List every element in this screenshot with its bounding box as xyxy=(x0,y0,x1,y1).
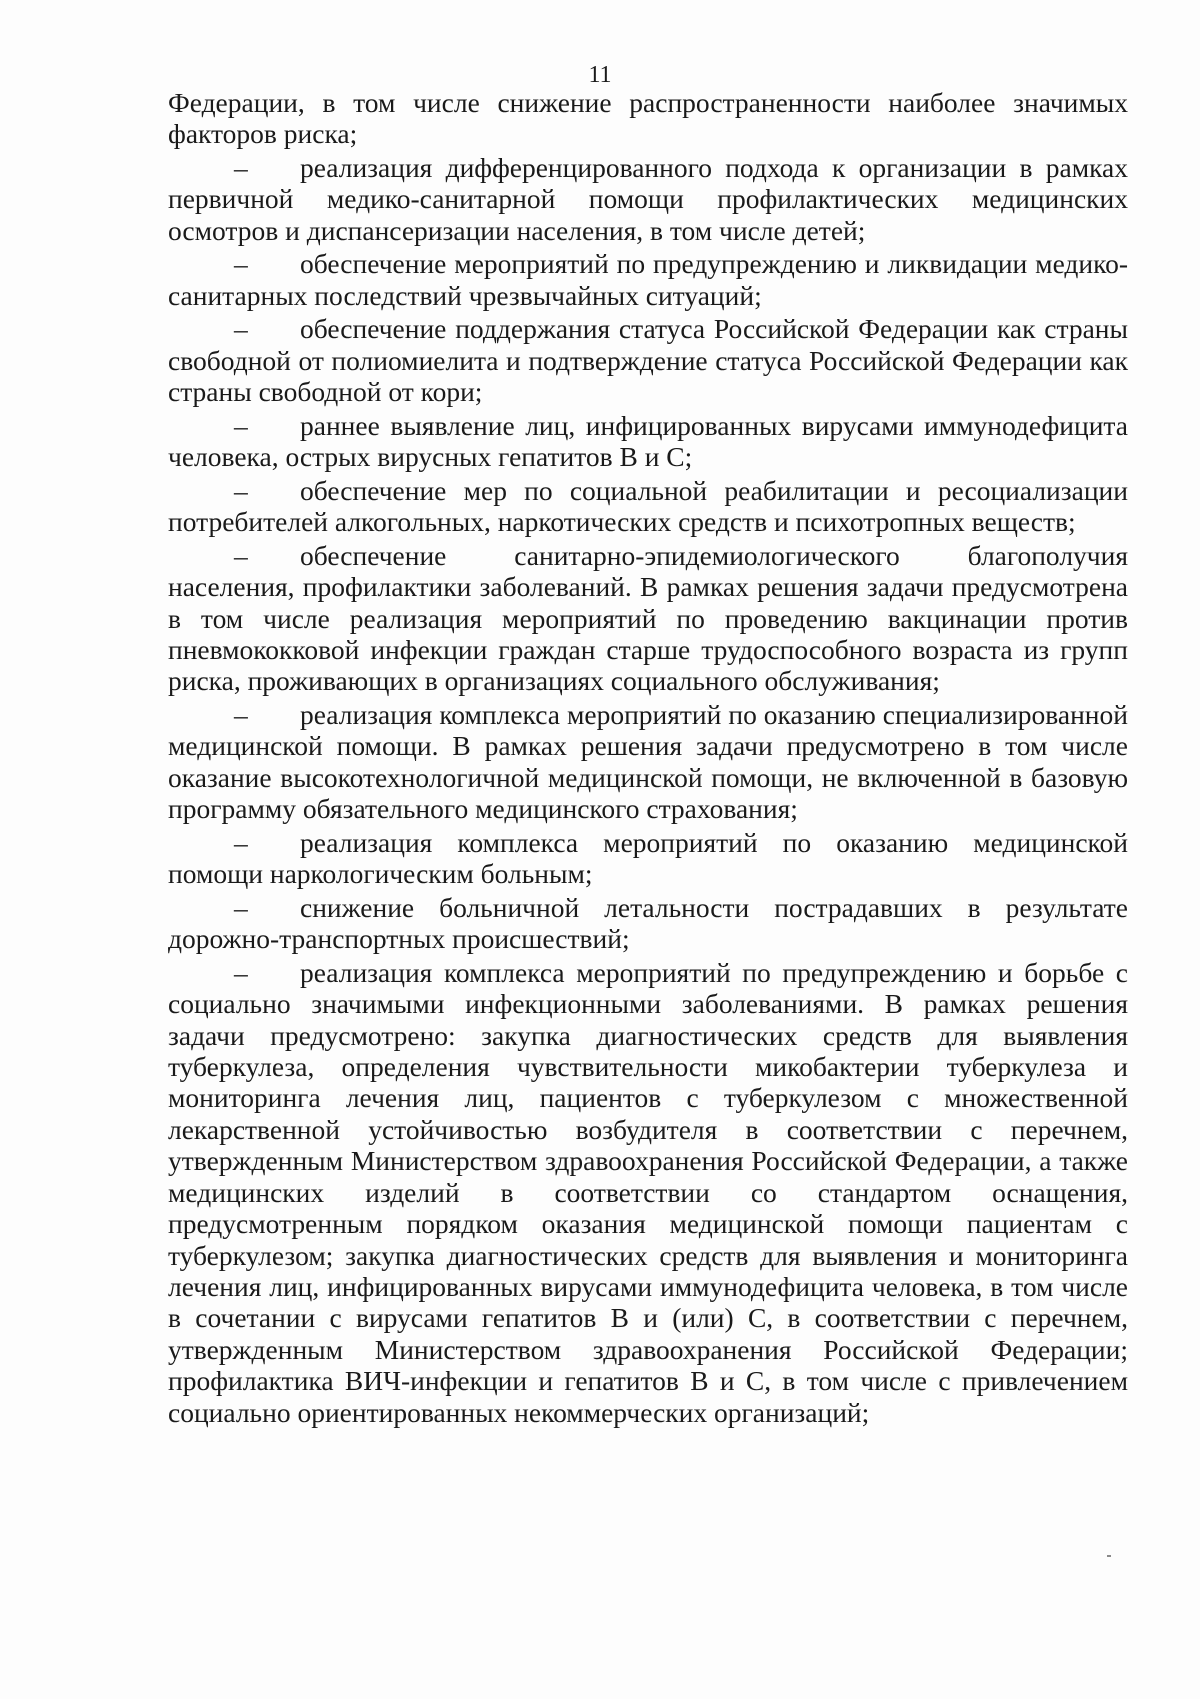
dash-bullet: – xyxy=(234,152,248,183)
list-item-text: реализация комплекса мероприятий по оказанию медицинской помощи наркологическим больным; xyxy=(168,826,1128,890)
list-item-text: реализация комплекса мероприятий по оказанию специализированной медицинской помощи. В рамках решения задачи предусмотрено в том числе оказание высокотехнологичной медицинской помощи, не включенной в базовую программу обязательного медицинского страхования; xyxy=(168,699,1128,825)
page-number: 11 xyxy=(588,62,612,88)
list-item xyxy=(168,152,1128,246)
scan-speck xyxy=(1107,1555,1111,1557)
list-item xyxy=(168,410,1128,473)
list-item xyxy=(168,699,1128,825)
list-item-text: реализация дифференцированного подхода к организации в рамках первичной медико-санитарной помощи профилактических медицинских осмотров и диспансеризации населения, в том числе детей; xyxy=(168,152,1128,246)
dash-bullet: – xyxy=(234,539,248,571)
list-item-text: обеспечение мер по социальной реабилитации и ресоциализации потребителей алкогольных, наркотических средств и психотропных веществ; xyxy=(168,474,1128,538)
dash-bullet: – xyxy=(234,699,248,731)
list-item-text: реализация комплекса мероприятий по предупреждению и борьбе с социально значимыми инфекционными заболеваниями. В рамках решения задачи предусмотрено: закупка диагностических средств для выявления туберкулеза, определения чувствительности микобактерии туберкулеза и мониторинга лечения лиц, пациентов с туберкулезом с множественной лекарственной устойчивостью возбудителя в соответствии с перечнем, утвержденным Министерством здравоохранения Российской Федерации, а также медицинских изделий в соответствии со стандартом оснащения, предусмотренным порядком оказания медицинской помощи пациентам с туберкулезом; закупка диагностических средств для выявления и мониторинга лечения лиц, инфицированных вирусами иммунодефицита человека, в том числе в сочетании с вирусами гепатитов В и (или) С, в соответствии с перечнем, утвержденным Министерством здравоохранения Российской Федерации; профилактика ВИЧ-инфекции и гепатитов В и С, в том числе с привлечением социально ориентированных некоммерческих организаций; xyxy=(168,956,1128,1428)
list-item xyxy=(168,248,1128,311)
list-item xyxy=(168,957,1128,1428)
list-item-text: раннее выявление лиц, инфицированных вирусами иммунодефицита человека, острых вирусных гепатитов В и С; xyxy=(168,409,1128,473)
dash-bullet: – xyxy=(234,891,248,923)
dash-bullet: – xyxy=(234,313,248,345)
list-item xyxy=(168,892,1128,955)
dash-bullet: – xyxy=(234,826,248,858)
dash-bullet: – xyxy=(234,474,248,506)
list-item xyxy=(168,827,1128,890)
list-item xyxy=(168,540,1128,697)
dash-bullet: – xyxy=(234,409,248,441)
list-item-text: обеспечение поддержания статуса Российской Федерации как страны свободной от полиомиелита и подтверждение статуса Российской Федерации как страны свободной от кори; xyxy=(168,313,1128,408)
document-body xyxy=(168,87,1128,1430)
list-item xyxy=(168,313,1128,407)
list-item-text: снижение больничной летальности пострадавших в результате дорожно-транспортных происшествий; xyxy=(168,891,1128,955)
dash-bullet: – xyxy=(234,956,248,988)
list-item-text: обеспечение мероприятий по предупреждению и ликвидации медико-санитарных последствий чрезвычайных ситуаций; xyxy=(168,248,1128,311)
list-item xyxy=(168,475,1128,538)
list-item-text: обеспечение санитарно-эпидемиологического благополучия населения, профилактики заболеваний. В рамках решения задачи предусмотрена в том числе реализация мероприятий по проведению вакцинации против пневмококковой инфекции граждан старше трудоспособного возраста из групп риска, проживающих в организациях социального обслуживания; xyxy=(168,539,1128,697)
dash-bullet: – xyxy=(234,248,248,280)
intro-paragraph: Федерации, в том числе снижение распространенности наиболее значимых факторов риска; xyxy=(168,87,1128,150)
